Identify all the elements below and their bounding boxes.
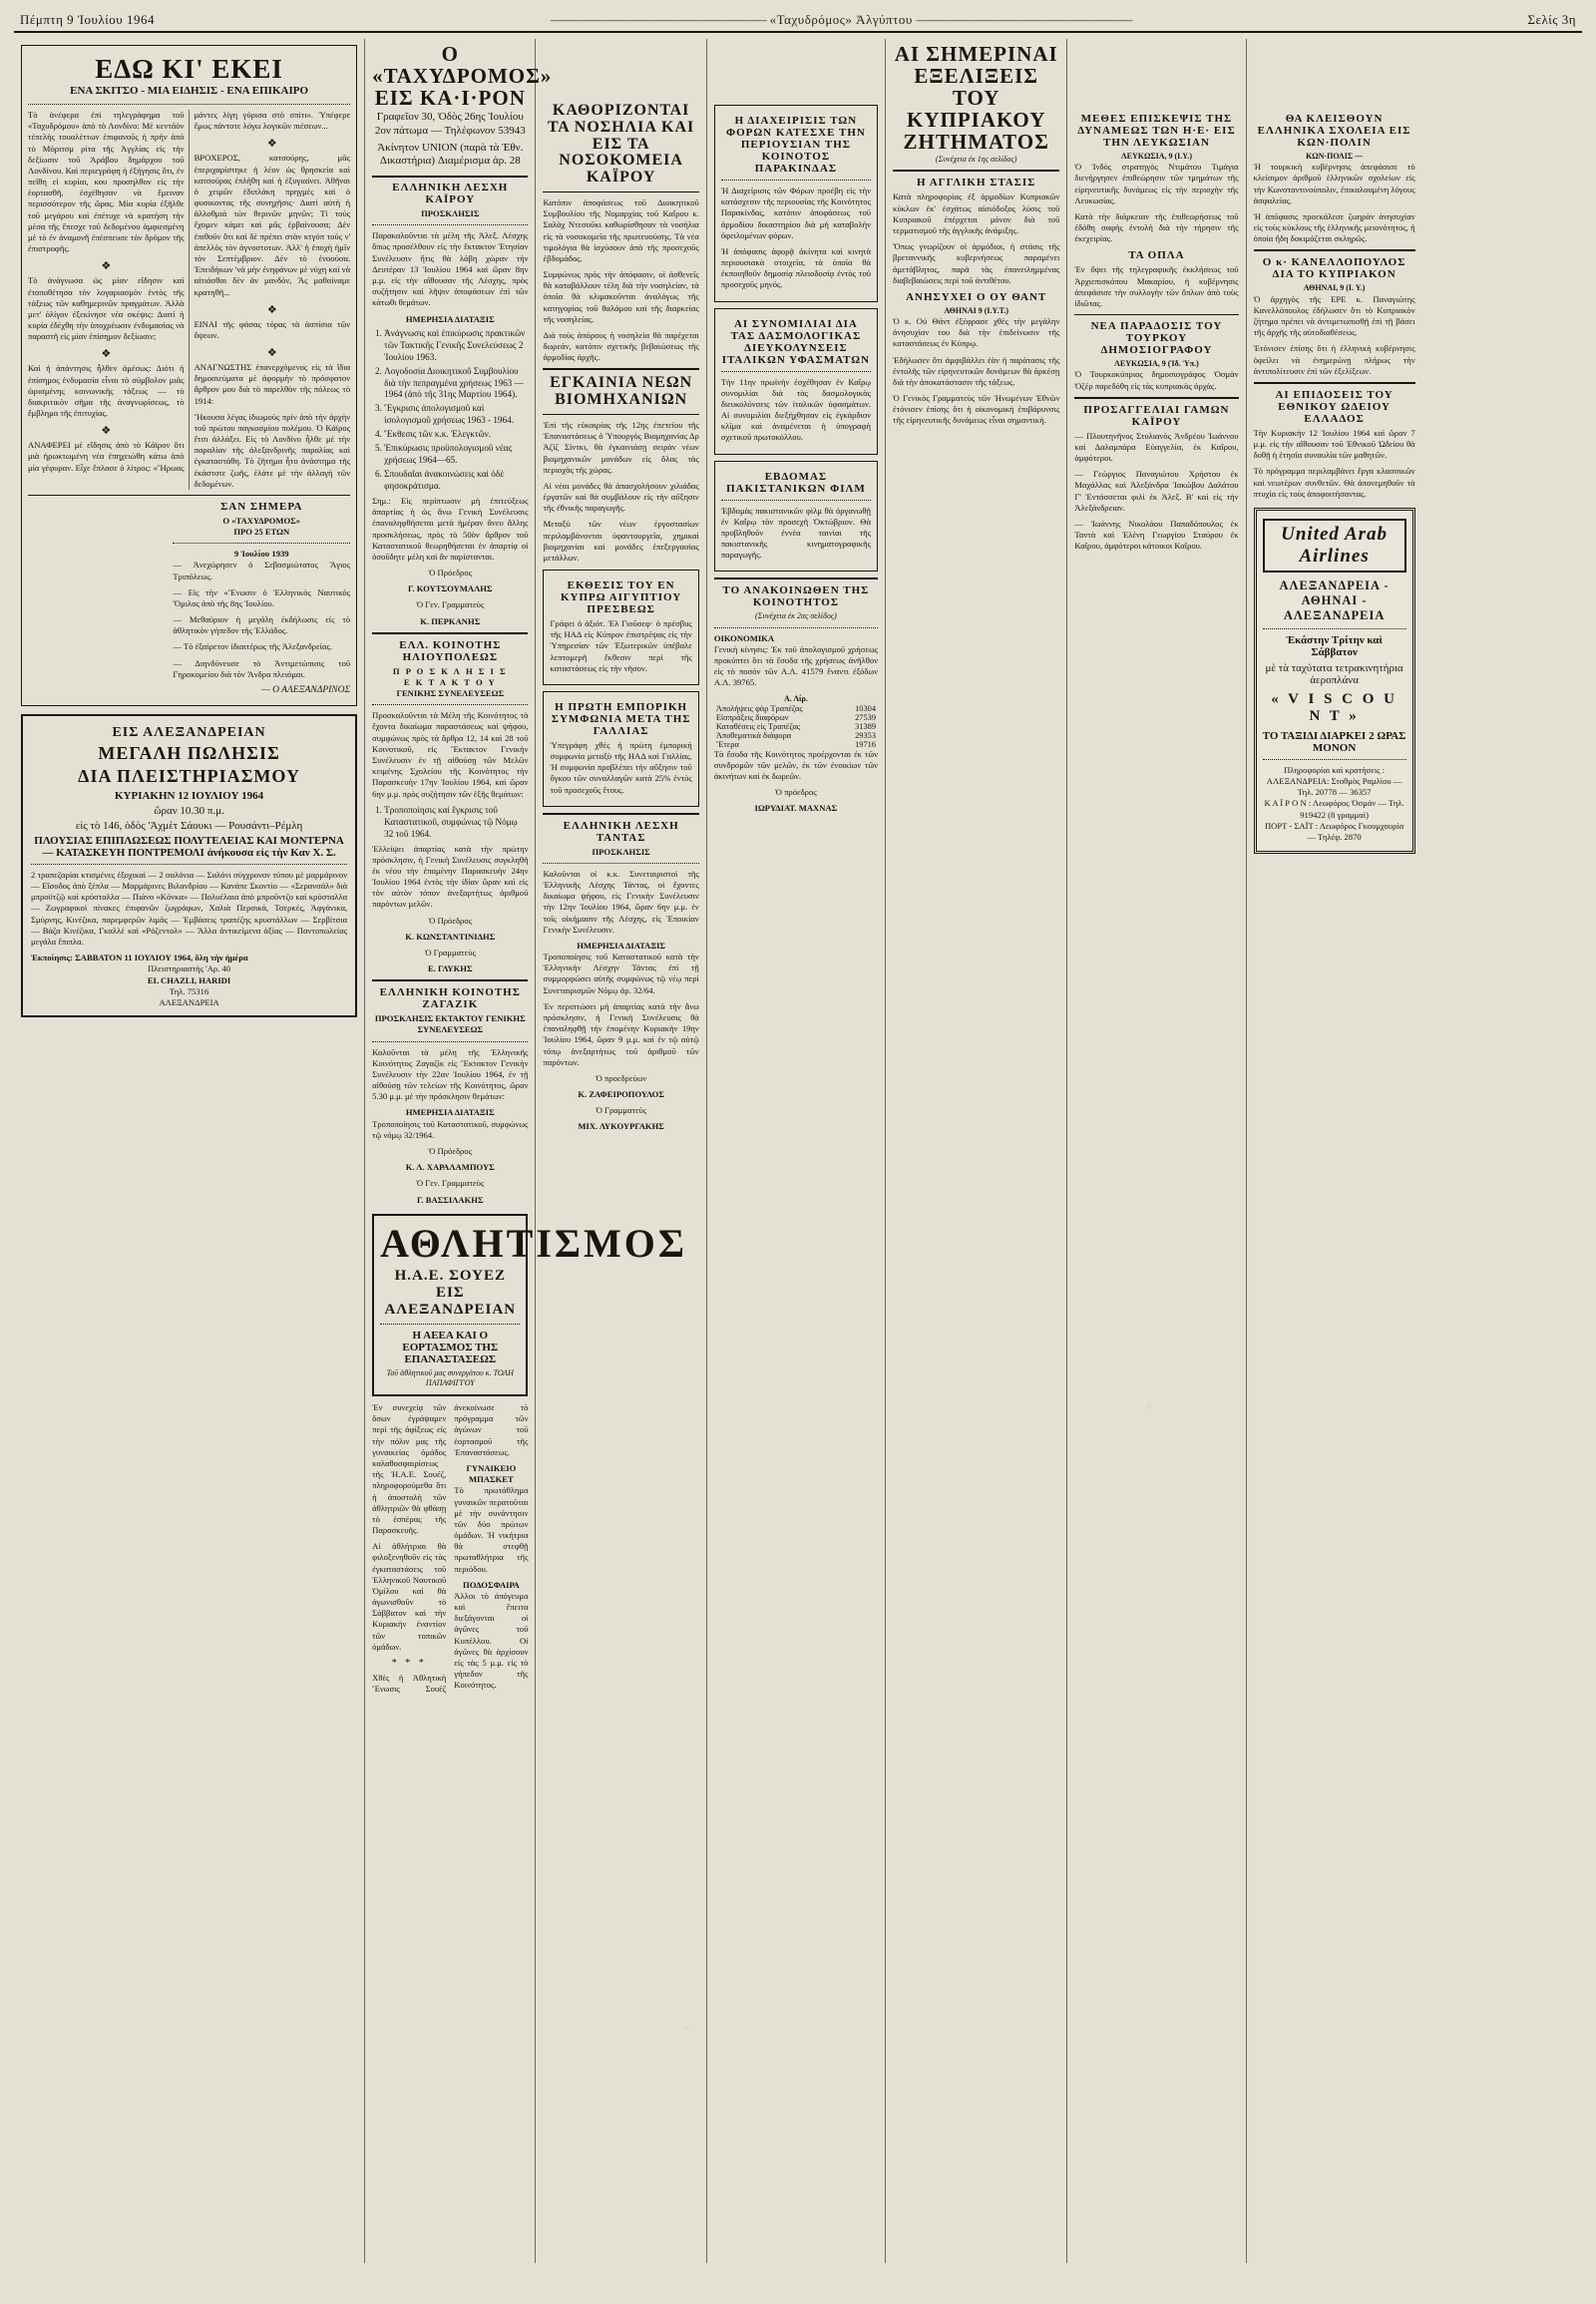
- community-announcement-title: ΤΟ ΑΝΑΚΟΙΝΩΘΕΝ ΤΗΣ ΚΟΙΝΟΤΗΤΟΣ: [722, 584, 870, 609]
- table-cell-value: 10304: [855, 703, 877, 713]
- cyprus-p5: Ὁ Γενικὸς Γραμματεὺς τῶν Ἡνωμένων Ἐθνῶν ἐτόνισεν ἐπίσης ὅτι ἡ οἰκονομικὴ ἐπιβάρυνσις τῆς εἰρηνευτικῆς δυνάμεως εἶναι σημαντική.: [893, 393, 1060, 426]
- cairo-office-line-2: Ἀκίνητον UNION (παρὰ τὰ Ἐθν. Δικαστήρια) Διαμέρισμα ἀρ. 28: [377, 141, 524, 168]
- marriage-announcement-1: — Πλουτηνῆνος Στυλιανὸς Ἀνδρέου Ἰωάννου καὶ Δαλαμπάρα Εὐαγγελία, ἐκ Καΐρου, ἀμφότεροι.: [1074, 430, 1239, 464]
- divider: [714, 627, 878, 628]
- athletics-byline: Τοῦ ἀθλητικοῦ μας συνεργάτου κ. ΤΟΛΗ ΠΑΠΑΦΙΓΓΟΥ: [386, 1367, 514, 1387]
- page-columns: [14, 39, 1582, 2263]
- italian-textiles-body: Τὴν 11ην πρωϊνὴν ἐσχέθησαν ἐν Καΐρῳ συνομιλίαι διὰ τὰς δασμολογικὰς διευκολύνσεις τῶν ἰταλικῶν ὑφασμάτων. Αἱ συνομιλίαι διεξήχθησαν εἰς ἐγκάρδιον κλῖμα καὶ ἀναμένεται ἡ ὑπογραφὴ σχετικοῦ πρωτοκόλλου.: [720, 376, 872, 443]
- tanta-club-title: ΕΛΛΗΝΙΚΗ ΛΕΣΧΗ ΤΑΝΤΑΣ: [563, 819, 679, 844]
- edo-section-3: ΒΡΟΧΕΡΟΣ, κατσούρης, μᾶς ἐπεριχαρίστηκε ἡ λέον ὡς θρησκεία καὶ κατσούρας ἐπλήθη καὶ ἡ ἐξυγιαίνει. Ἀθῆναι ὁ χειμῶν ἐδιπλάκη πρηγμὲς καὶ ὁ φυσικοντας τῆς συνηχῆσις· Διατὶ αὐτὴ ἡ ἀλλοθμιά τὼν θερινῶν μηνῶν; Τί τοὺς ἔχομεν κάμει καὶ μᾶς ἐρβαίνουσα; Δὲν ἐπιθοῦν ὅτι καὶ δὲ πρέπει στὰν κτγόπ τοὺς ν' ἀπελλὸς τὸν ἀγνοστοτων. Ἀλλ' ἡ ἐποχὴ ἡμῖν τὸν Σεπτέμβριον. Δὲν τὸ ἐνοούσα. Ἐπειδήκων 'νὰ μὴν ἐνηφάνων μὲ νύχη καὶ νὰ αἰτιάσθαι δὲν ἀν μανδόν, Ἂς μαθαίναμε κρατηθῆ...: [194, 153, 351, 297]
- table-row: [714, 731, 878, 740]
- tax-seizure-title: Η ΔΙΑΧΕΙΡΙΣΙΣ ΤΩΝ ΦΟΡΩΝ ΚΑΤΕΣΧΕ ΤΗΝ ΠΕΡΙΟΥΣΙΑΝ ΤΗΣ ΚΟΙΝΟΤΟΣ ΠΑΡΑΚΙΝΔΑΣ: [725, 115, 866, 175]
- marriage-announcements-heading: ΠΡΟΣΑΓΓΕΛΙΑΙ ΓΑΜΩΝ ΚΑΪΡΟΥ: [1083, 403, 1230, 428]
- journalist-surrender-heading: ΝΕΑ ΠΑΡΑΔΟΣΙΣ ΤΟΥ ΤΟΥΡΚΟΥ ΔΗΜΟΣΙΟΓΡΑΦΟΥ: [1090, 320, 1223, 357]
- edo-paragraph-2: Τὸ ἀνάγνωσα ὡς μίαν εἴδησιν καὶ ἐτοποθέτησα τὸν λογαριασμὸν ἐντὸς τῆς τάξεως τῶν καθημερινῶν πραγμάτων. Ἀλλὰ μετ' ὀλίγον ἐξεκίνησε νέα σκέψις: Διατί ἡ κυρία ἐδέχθη τὴν ὑποχρέωσιν ἐνδυμασίας νὰ παραστῆ εἰς μίαν ἐπίσημον δεξίωσιν;: [28, 275, 185, 342]
- agenda-item: 1. Ἀνάγνωσις καὶ ἐπικύρωσις πρακτικῶν τῶν Τακτικῆς Γενικῆς Συνελεύσεως 2 Ἰουλίου 1963.: [384, 328, 528, 364]
- table-row: [714, 704, 878, 713]
- schools-closing-p1: Ἡ τουρκικὴ κυβέρνησις ἀπεφάσισε τὸ κλείσιμον ἀριθμοῦ ἑλληνικῶν σχολείων εἰς τὴν Κωνσταντινούπολιν, ἐπικαλουμένη λόγους ἀσφαλείας.: [1253, 162, 1415, 205]
- agenda-item: 2. Λογοδοσία Διοικητικοῦ Συμβουλίου διὰ τὴν πεπραγμένα χρήσεως 1963 — 1964 (ἀπὸ τῆς 31ης Μαρτίου 1964).: [384, 366, 528, 402]
- table-currency-header: Α. Λίρ.: [783, 693, 808, 703]
- divider: [1074, 397, 1238, 399]
- president-name: Κ. ΚΩΝΣΤΑΝΤΙΝΙΔΗΣ: [405, 931, 496, 942]
- column-six: [1067, 39, 1246, 2263]
- san-simera-line-1: — Ἀνεχώρησεν ὁ Σεβασμιώτατος Ἅγιος Τριπόλεως.: [173, 560, 351, 581]
- secretary-name: ΜΙΧ. ΛΥΚΟΥΡΓΑΚΗΣ: [578, 1121, 664, 1132]
- nicosia-dateline-2: ΛΕΥΚΩΣΙΑ, 9 (Ἰδ. Ὑπ.): [1114, 359, 1199, 369]
- hospital-fees-p2: Συμφώνως πρὸς τὴν ἀπόφασιν, οἱ ἀσθενεῖς θὰ καταβάλλουν τέλη διὰ τὴν νοσηλείαν, τὰ ὁποῖα θὰ κλιμακοῦνται ἀναλόγως τῆς κατηγορίας τοῦ θαλάμου καὶ τῆς διαρκείας τῆς νοσηλείας.: [543, 269, 699, 324]
- edo-ki-ekei-article: [21, 45, 357, 706]
- secretary-name: Κ. ΠΕΡΚΑΝΗΣ: [420, 615, 481, 626]
- financial-body: Τὰ ἔσοδα τῆς Κοινότητος προέρχονται ἐκ τῶν συνδρομῶν τῶν μελῶν, ἐκ τῶν ἐνοικίων τῶν ἀκινήτων καὶ ἐκ δωρεῶν.: [713, 748, 879, 782]
- uaa-route: ΑΛΕΞΑΝΔΡΕΙΑ - ΑΘΗΝΑΙ - ΑΛΕΞΑΝΔΡΕΙΑ: [1279, 577, 1390, 622]
- divider: [1254, 382, 1415, 384]
- athletics-paragraph-3: Χθὲς ἡ Ἀθλητικὴ Ἕνωσις Σουὲζ ἀνεκοίνωσε τὸ πρόγραμμα τῶν ἀγώνων τοῦ ἑορτασμοῦ τῆς Ἐπαναστάσεως.: [372, 1402, 529, 1695]
- agenda-item: 3. Ἔγκρισις ἀπολογισμοῦ καὶ ἰσολογισμοῦ χρήσεως 1963 - 1964.: [384, 403, 528, 427]
- tax-seizure-p2: Ἡ ἀπόφασις ἀφορᾷ ἀκίνητα καὶ κινητὰ περιουσιακὰ στοιχεῖα, τὰ ὁποῖα θὰ ἐκποιηθοῦν δημοσίᾳ πλειοδοσίᾳ ἐντὸς τοῦ προσεχοῦς μηνός.: [720, 245, 872, 290]
- divider: [372, 224, 528, 225]
- conservatory-heading: ΑΙ ΕΠΙΔΟΣΕΙΣ ΤΟΥ ΕΘΝΙΚΟΥ ΩΔΕΙΟΥ ΕΛΛΑΔΟΣ: [1275, 388, 1394, 425]
- president-name: ΙΩΡΥΔΙΑΤ. ΜΑΧΝΑΣ: [754, 803, 838, 814]
- heliopolis-agenda: [372, 805, 528, 841]
- san-simera-date: 9 Ἰουλίου 1939: [233, 549, 289, 560]
- edo-section-4: ΕΙΝΑΙ τῆς φάσας τόρας τὰ ἀσπίσια τῶν ὄψεων.: [194, 318, 351, 340]
- cairo-edition-masthead: [372, 42, 553, 178]
- marriage-announcement-2: — Γεώργιος Παναγιώτου Χρήστου ἐκ Μαχάλλας καὶ Ἀλεξάνδρα Ἰακώβου Δαλάτου Γ' Ἐντάσσεται φιλὶ ἐκ Ἀλεξ. Β' καὶ εἰς τὴν Ἀλεξάνδρειαν.: [1074, 469, 1239, 513]
- divider: [31, 864, 347, 865]
- athletics-paragraph-1: Ἐν συνεχείᾳ τῶν ὅσων ἐγράψαμεν περὶ τῆς ἀφίξεως εἰς τὴν πόλιν μας τῆς γυναικείας ὁμάδος καλαθοσφαιρίσεως τῆς Ἡ.Α.Ε. Σουέζ, πληροφορούμεθα ὅτι ἡ ἀποστολὴ τῶν ἀθλητριῶν θὰ φθάσῃ τὸ ἑσπέρας τῆς Παρασκευῆς.: [372, 1402, 447, 1536]
- masthead-date: Πέμπτη 9 Ἰουλίου 1964: [20, 12, 155, 27]
- france-agreement-title: Η ΠΡΩΤΗ ΕΜΠΟΡΙΚΗ ΣΥΜΦΩΝΙΑ ΜΕΤΑ ΤΗΣ ΓΑΛΛΙΑΣ: [551, 700, 691, 737]
- uaa-frequency: Ἑκάστην Τρίτην καὶ Σάββατον: [1286, 633, 1383, 658]
- agenda-item: 1. Τροποποίησις καὶ ἔγκρισις τοῦ Καταστατικοῦ, συμφώνως τῷ Νόμῳ 32 τοῦ 1964.: [384, 805, 528, 841]
- president-label: Ὁ Πρόεδρος: [428, 915, 472, 926]
- table-cell-value: 29353: [855, 730, 877, 740]
- divider: [721, 180, 871, 181]
- table-cell-label: Ἀποθεματικὰ διάφορα: [715, 730, 792, 740]
- uaa-office-alexandria[interactable]: ΑΛΕΞΑΝΔΡΕΙΑ: Στοθμὸς Ραμλίου — Τηλ. 20778 — 36357: [1266, 776, 1402, 798]
- secretary-label: Ὁ Γραμματεὺς: [424, 947, 476, 958]
- cyprus-p3: Ὁ κ. Οὐ Θάντ ἐξέφρασε χθὲς τὴν μεγάλην ἀνησυχίαν του διὰ τὴν ἐπιδείνωσιν τῆς καταστάσεως ἐν Κύπρῳ.: [893, 316, 1060, 349]
- masthead-dashes-right: ——————————————————: [916, 12, 1132, 27]
- table-cell-label: Καταθέσεις εἰς Τραπέζας: [715, 721, 801, 731]
- zagazig-agenda-heading: ΗΜΕΡΗΣΙΑ ΔΙΑΤΑΞΙΣ: [405, 1107, 495, 1118]
- president-label: Ὁ προεδρεύων: [596, 1072, 647, 1083]
- france-agreement-body: Ὑπεγράφη χθὲς ἡ πρώτη ἐμπορικὴ συμφωνία μεταξὺ τῆς ΗΑΔ καὶ Γαλλίας. Ἡ συμφωνία προβλέπει τὴν αὔξησιν τοῦ ὄγκου τῶν συναλλαγῶν κατὰ 25% ἐντὸς τοῦ προσεχοῦς ἔτους.: [550, 739, 692, 795]
- bullet-separator: ❖: [266, 138, 277, 151]
- heliopolis-intro: Προσκαλοῦνται τὰ Μέλη τῆς Κοινότητος τὰ ἔχοντα δικαίωμα παραστάσεως καὶ ψήφου, συμφώνως πρὸς τὰ ἄρθρα 12, 14 καὶ 28 τοῦ Κοινοτικοῦ, εἰς Ἔκτακτον Γενικὴν Συνέλευσιν ἐν τῇ αἰθούσῃ τῶν Μελῶν κειμένης Σχολείου τῆς Κοινότητος τὴν Παρασκευὴν 17ην Ἰουλίου 1964, καὶ ὥραν 6ην μ.μ. πρὸς συζήτησιν τῶν ἑξῆς θεμάτων:: [372, 710, 529, 799]
- cyprus-p7: Κατὰ τὴν διάρκειαν τῆς ἐπιθεωρήσεως τοῦ ἐδόθη σαφὴς ἐντολὴ διὰ τὴν τήρησιν τῆς ἐκεχειρίας.: [1074, 210, 1239, 244]
- cairo-edition-title: Ο «ΤΑΧΥΔΡΟΜΟΣ» ΕΙΣ ΚΑ·Ι·ΡΟΝ: [372, 42, 553, 111]
- table-cell-label: Εἰσπράξεις διαφόρων: [715, 712, 789, 722]
- san-simera-line-3: — Μεθαύριον ἡ μεγάλη ἐκδήλωσις εἰς τὸ ἀθλητικὸν γήπεδον τῆς Ἑλλάδος.: [173, 614, 351, 636]
- divider: [173, 543, 350, 544]
- zagazig-community-title: ΕΛΛΗΝΙΚΗ ΚΟΙΝΟΤΗΣ ΖΑΓΑΖΙΚ: [379, 986, 521, 1011]
- auctioneer-city: ΑΛΕΞΑΝΔΡΕΙΑ: [159, 996, 219, 1007]
- president-label: Ὁ Πρόεδρος: [428, 1145, 472, 1156]
- uthant-dateline: ΑΘΗΝΑΙ 9 (Ι.Υ.Τ.): [944, 305, 1009, 315]
- auction-line-1: ΕΙΣ ΑΛΕΞΑΝΔΡΕΙΑΝ: [112, 724, 266, 740]
- auction-body: 2 τραπεζαρίαι κτισμένες ἐξοχικαὶ — 2 σαλόνια — Σαλόνι σύγχρονον τύπου μὲ μαρμάρινον — Εἴσοδος ἀπὸ ξέπλα — Μαρμάρινες Βιλανδρίου — Κανάπε Σκοντὶο — «Σερανσάλ» διὰ μπροϋτζῷ καὶ κρύσταλλα — Πιάνο «Κόνκα» — Πολυέλαια ἀπὸ μπροῦντζο καὶ κρύσταλλα — Ζωγραφικοὶ πίνακες ἐπιφανῶν ζωγράφων, Χαλιὰ Περσικά, Τσερκές, Άφγάνικα, Σμύρνης, Κινέζικα, παρεμφερῶν λιμᾶς — Ἐμβάσεις τραπέζης κρυστάλλων — Σερβίτσια — Βάζα Κινέζικα, Γκαλλὲ καὶ «Ρόζεντολ» — Ἄλλα ἀντικείμενα ἀξίας — Παντοπωλείας μεγάλα ἔπιπλα.: [31, 869, 348, 947]
- auctioneer-name: EL CHAZLI, HARIDI: [147, 974, 231, 985]
- hospital-fees-title: ΚΑΘΟΡΙΖΟΝΤΑΙ ΤΑ ΝΟΣΗΛΙΑ ΚΑΙ ΕΙΣ ΤΑ ΝΟΣΟΚΟΜΕΙΑ ΚΑΪΡΟΥ: [547, 102, 695, 187]
- uthant-heading: ΑΝΗΣΥΧΕΙ Ο ΟΥ ΘΑΝΤ: [906, 290, 1047, 303]
- heliopolis-community-title: ΕΛΛ. ΚΟΙΝΟΤΗΣ ΗΛΙΟΥΠΟΛΕΩΣ: [399, 638, 502, 663]
- ambassador-report-title: ΕΚΘΕΣΙΣ ΤΟΥ ΕΝ ΚΥΠΡΩ ΑΙΓΥΠΤΙΟΥ ΠΡΕΣΒΕΩΣ: [560, 579, 682, 616]
- divider: [1263, 628, 1406, 629]
- cairo-office-line-1: Γραφεῖον 30, Ὁδὸς 26ης Ἰουλίου 2ον πάτωμα — Τηλέφωνον 53943: [374, 111, 526, 137]
- cyprus-title: ΑΙ ΣΗΜΕΡΙΝΑΙ ΕΞΕΛΙΞΕΙΣ ΤΟΥ ΚΥΠΡΙΑΚΟΥ ΖΗΤΗΜΑΤΟΣ: [894, 42, 1058, 155]
- masthead: [14, 10, 1582, 33]
- auction-advertisement: [21, 714, 357, 1017]
- edo-ki-ekei-subtitle: ΕΝΑ ΣΚΙΤΣΟ - ΜΙΑ ΕΙΔΗΣΙΣ - ΕΝΑ ΕΠΙΚΑΙΡΟ: [70, 85, 308, 98]
- divider: [543, 863, 698, 864]
- san-simera-title: ΣΑΝ ΣΗΜΕΡΑ: [220, 500, 303, 513]
- secretary-label: Ὁ Γραμματεὺς: [596, 1105, 647, 1116]
- table-cell-value: 19716: [855, 739, 877, 749]
- financial-intro: Γενικὴ κίνησις: Ἐκ τοῦ ἀπολογισμοῦ χρήσεως προκύπτει ὅτι τὰ ἔσοδα τῆς χρήσεως ἀνῆλθον εἰς τὸ ποσὸν τῶν Α.Λ. 41579 ἔναντι ἐξόδων Α.Λ. 39765.: [713, 643, 879, 688]
- tax-seizure-box: [714, 105, 878, 302]
- table-cell-value: 31389: [855, 721, 877, 731]
- san-simera-line-5: — Διηνδύνευσε τὸ Ἀντιμετώπισις τοῦ Γηροκομείου διὰ τὸν Ἄνδρα πλειόμαι.: [173, 657, 351, 679]
- zagazig-intro: Καλοῦνται τὰ μέλη τῆς Ἑλληνικῆς Κοινότητος Ζαγαζὶκ εἰς Ἔκτακτον Γενικὴν Συνέλευσιν τὴν 22αν Ἰουλίου 1964, ἐν τῇ αἰθούσῃ τῶν τελείων τῆς Κοινότητος, ὥραν 5.30 μ.μ. μὲ τὴν πρόσκλησιν θεμάτων:: [372, 1046, 529, 1102]
- table-row: [714, 740, 878, 749]
- heliopolis-sub-3: ΓΕΝΙΚΗΣ ΣΥΝΕΛΕΥΣΕΩΣ: [396, 688, 505, 699]
- president-label: Ὁ Πρόεδρος: [428, 568, 472, 578]
- agenda-closing-note: Σημ.: Εἰς περίπτωσιν μὴ ἐπιτεύξεως ἀπαρτίας ἡ ὡς ἄνω Γενικὴ Συνέλευσις ἐπαναληφθήσεται μετὰ ἡμέραν ἄνευ ἄλλης προσκλήσεως, πρὸς τὸ 50ὸν ἄρθρον τοῦ Καταστατικοῦ θεωρηθήσεται ἐν ἀπαρτίᾳ οἱ ὁσοῦδητε μέλη καὶ ἂν παρίστανται.: [372, 496, 529, 562]
- column-four: [707, 39, 886, 2263]
- kanellopoulos-p2: Ἐτόνισεν ἐπίσης ὅτι ἡ ἑλληνικὴ κυβέρνησις ὀφείλει νὰ ἐνημερώνῃ πλήρως τὴν ἀντιπολίτευσιν ἐπὶ τῶν ἐξελίξεων.: [1253, 343, 1415, 376]
- pakistani-films-title: ΕΒΔΟΜΑΣ ΠΑΚΙΣΤΑΝΙΚΩΝ ΦΙΛΜ: [726, 470, 866, 495]
- table-cell-label: Ἕτερα: [715, 739, 739, 749]
- san-simera-line-2: — Εἰς τὴν «Ἕνωσιν ὁ Ἑλληνικὸς Ναυτικὸς Ὅμιλος ἀπὸ τῆς 8ης Ἰουλίου.: [173, 586, 351, 608]
- secretary-label: Ὁ Γεν. Γραμματεὺς: [416, 1178, 485, 1189]
- weapons-heading: ΤΑ ΟΠΛΑ: [1128, 249, 1185, 262]
- uaa-info-label: Πληροφορίαι καὶ κρατήσεις :: [1284, 764, 1386, 775]
- football-heading: ΠΟΔΟΣΦΑΙΡΑ: [463, 1579, 520, 1590]
- bullet-separator: ❖: [101, 348, 112, 361]
- secretary-label: Ὁ Γεν. Γραμματεὺς: [416, 599, 485, 610]
- tanta-club-intro: Καλοῦνται οἱ κ.κ. Συνεταιριστοὶ τῆς Ἑλληνικῆς Λέσχης Τάντας, οἱ ἔχοντες δικαίωμα ψήφου, εἰς Γενικὴν Συνέλευσιν τὴν 12ην Ἰουλίου 1964, ὥραν 6ην μ.μ. ἐν τοῖς οἰκήμασιν τῆς Λέσχης, εἰς Ἐποικίαν Γενικὴν Συνέλευσιν.: [543, 868, 699, 935]
- new-industries-p1: Ἐπὶ τῆς εὐκαιρίας τῆς 12ης ἐπετείου τῆς Ἐπαναστάσεως ὁ Ὑπουργὸς Βιομηχανίας Δρ Ἀζὶζ Σίντκι, θὰ ἐγκαινιάσῃ σειρὰν νέων βιομηχανικῶν μονάδων εἰς ὅλας τὰς περιοχὰς τῆς χώρας.: [543, 419, 699, 475]
- athletics-header: [372, 1214, 688, 1396]
- auction-line-3: ΔΙΑ ΠΛΕΙΣΤΗΡΙΑΣΜΟΥ: [78, 765, 300, 786]
- uaa-office-portsaid[interactable]: ΠΟΡΤ - ΣΑΪΤ : Λεωφόρος Γκουμχουρία — Τηλέφ. 2870: [1264, 820, 1404, 842]
- tanta-agenda-item: Τροποποίησις τοῦ Καταστατικοῦ κατὰ τὴν Ἑλληνικὴν Λέσχην Τάντας ἐπὶ τῇ συμμορφώσει αὐτῆς συμφώνως τῷ νέῳ περὶ Συνεταιρισμῶν Νόμῳ ἀρ. 32/64.: [543, 952, 699, 995]
- un-force-heading: ΜΕΘΕΣ ΕΠΙΣΚΕΨΙΣ ΤΗΣ ΔΥΝΑΜΕΩΣ ΤΩΝ Η·Ε· ΕΙΣ ΤΗΝ ΛΕΥΚΩΣΙΑΝ: [1077, 113, 1236, 149]
- tanta-agenda-heading: ΗΜΕΡΗΣΙΑ ΔΙΑΤΑΞΙΣ: [577, 940, 666, 951]
- athletics-subtitle-2: Η ΑΕΕΑ ΚΑΙ Ο ΕΟΡΤΑΣΜΟΣ ΤΗΣ ΕΠΑΝΑΣΤΑΣΕΩΣ: [402, 1329, 499, 1365]
- table-cell-value: 27539: [855, 712, 877, 722]
- english-stance-heading: Η ΑΓΓΛΙΚΗ ΣΤΑΣΙΣ: [917, 177, 1036, 190]
- pakistani-films-box: [714, 461, 878, 573]
- divider: [543, 813, 698, 815]
- kanellopoulos-heading: Ο κ· ΚΑΝΕΛΛΟΠΟΥΛΟΣ ΔΙΑ ΤΟ ΚΥΠΡΙΑΚΟΝ: [1262, 256, 1406, 281]
- san-simera-sub2: ΠΡΟ 25 ΕΤΩΝ: [233, 527, 290, 538]
- uaa-duration: ΤΟ ΤΑΞΙΔΙ ΔΙΑΡΚΕΙ 2 ΩΡΑΣ ΜΟΝΟΝ: [1262, 729, 1406, 754]
- cyprus-p1: Κατὰ πληροφορίας ἐξ ἁρμοδίων Κυπριακῶν κύκλων ἐκ' ἐσχάτως αἰσιόδοξος λύσις τοῦ Κυπριακοῦ ἐπέρχεται μόνον διὰ τοῦ τερματισμοῦ τῆς ἀγγλικῆς ἀνάμιξης.: [893, 192, 1060, 235]
- secretary-name: Ε. ΓΛΥΚΗΣ: [427, 963, 473, 974]
- divider: [28, 104, 350, 105]
- club-kairou-intro: Παρακαλοῦνται τὰ μέλη τῆς Ἀλεξ. Λέσχης ὅπως προσέλθουν εἰς τὴν ἔκτακτον Ἐτησίαν Συνέλευσιν ἥτις θὰ λάβη χώραν τὴν Δευτέραν 13 Ἰουλίου 1964 καὶ ὥραν 8ην μ.μ. εἰς τὴν αἴθουσαν τῆς Λέσχης, πρὸς συζήτησιν καὶ λῆψιν ἀποφάσεων ἐπὶ τῶν κάτωθι θεμάτων.: [372, 230, 529, 308]
- divider: [372, 1041, 528, 1042]
- divider: [372, 704, 528, 705]
- masthead-title: [155, 12, 1528, 28]
- auctioneer-tel: Τηλ. 75316: [169, 985, 209, 996]
- column-five: [886, 39, 1067, 2263]
- heliopolis-sub-2: Ε Κ Τ Α Κ Τ Ο Υ: [403, 676, 497, 687]
- cyprus-p8: Ἐν ὄψει τῆς τηλεγραφικῆς ἐκκλήσεως τοῦ Ἀρχιεπισκόπου Μακαρίου, ἡ κυβέρνησις ἀπεφάσισε τὴν συλλογὴν τῶν ὅπλων ἀπὸ τοὺς ἰδιῶτας.: [1074, 264, 1239, 308]
- auction-time: ὥραν 10.30 π.μ.: [154, 804, 224, 817]
- cyprus-continuation-note: (Συνέχεια ἐκ 1ης σελίδος): [935, 155, 1017, 165]
- bullet-separator: ❖: [101, 425, 112, 438]
- auction-description: ΠΛΟΥΣΙΑΣ ΕΠΙΠΛΩΣΕΩΣ ΠΟΛΥΤΕΛΕΙΑΣ ΚΑΙ ΜΟΝΤΕΡΝΑ — ΚΑΤΑΣΚΕΥΗ ΠΟΝΤΡΕΜΟΛΙ ἀνήκουσα εἰς τὴν Καν Χ. Σ.: [34, 834, 344, 859]
- athletics-body: [372, 1402, 528, 1696]
- heliopolis-sub-1: Π Ρ Ο Σ Κ Λ Η Σ Ι Σ: [392, 665, 508, 676]
- zagazig-subtitle: ΠΡΟΣΚΛΗΣΙΣ ΕΚΤΑΚΤΟΥ ΓΕΝΙΚΗΣ ΣΥΝΕΛΕΥΣΕΩΣ: [374, 1013, 526, 1035]
- table-cell-label: Ἀπολήψεις φὰρ Τραπέζας: [715, 703, 803, 713]
- edo-paragraph-1: Τὸ ἀνέφερα ἐπὶ τηλεγράφημα τοῦ «Ταχυδρόμου» ἀπὸ τὸ Λονδίνο: Μὲ κεντᾶὸν τέπελὴς τουαλέττων ἐπιφανοῦς ἡ πρὴν ἀπὸ τὸ Μόριτσμ ρίτα τῆς Ἁγγλίας εἰς τὴν δεξίωσιν τοῦ Ἀράβου δημάρχου τοῦ Λονδίνου. Καὶ περιεγράφη ἡ ἐξήγησις ὅτι, ἐν πεῖθη εἰ κυρίαι, κου προσηλθον εἰς τὴν ἑορτασθῆ, ἐσχέθησαν νὰ ἔμειναν περισσότερον τῆς ὥρας. Μία κυρία ἐξῆλθε τοῦ μεγάρου καὶ ἐπέτυχε νὰ κρατήση τὴν μέσα τῆς ἔπεσχε τοῦ δεδομένου ἀμφιεσμένη μὲ τὸ ἐν ἀναμονῆ ἐπέσπευσε τὸν δρόμον τῆς ἐπιστροφῆς.: [28, 110, 185, 254]
- italian-textiles-box: [714, 308, 878, 455]
- stars-separator: * * *: [391, 1657, 427, 1669]
- cyprus-p6: Ὁ Ἰνδὸς στρατηγὸς Ντιμάτου Τιμάγια διενήργησεν ἐπιθεώρησιν τῶν τμημάτων τῆς εἰρηνευτικῆς δυνάμεως εἰς τὴν περιοχὴν τῆς Λευκωσίας.: [1074, 162, 1239, 205]
- pakistani-films-body: Ἑβδομὰς πακιστανικῶν φὶλμ θὰ ὀργανωθῇ ἐν Καΐρῳ τὸν προσεχῆ Ὀκτώβριον. Θὰ προβληθοῦν ἐννέα ταινίαι τῆς πακιστανικῆς κινηματογραφικῆς παραγωγῆς.: [720, 505, 872, 561]
- uaa-with-label: μὲ τὰ ταχύτατα τετρακινητήρια ἀεροπλάνα: [1265, 661, 1403, 686]
- womens-basketball-heading: ΓΥΝΑΙΚΕΙΟ ΜΠΑΣΚΕΤ: [466, 1463, 517, 1485]
- san-simera-line-4: — Τὸ ἐξαίρετον ἰδιαιτέρως τῆς Ἀλεξανδρείας.: [173, 641, 333, 652]
- divider: [714, 577, 878, 579]
- conservatory-p1: Τὴν Κυριακὴν 12 Ἰουλίου 1964 καὶ ὥραν 7 μ.μ. εἰς τὴν αἴθουσαν τοῦ Ἐθνικοῦ Ὠδείου θὰ δοθῇ ἡ ἐτησία συναυλία τῶν μαθητῶν.: [1253, 427, 1415, 461]
- athletics-paragraph-4: Τὸ πρωτάθλημα γυναικῶν περατοῦται μὲ τὴν συνάντησιν τῶν δύο πρώτων ὁμάδων. Ἡ νικήτρια θὰ στεφθῇ πρωταθλήτρια τῆς περιόδου.: [454, 1485, 529, 1574]
- agenda-heading: ΗΜΕΡΗΣΙΑ ΔΙΑΤΑΞΙΣ: [405, 313, 495, 324]
- president-name: Κ. Λ. ΧΑΡΑΛΑΜΠΟΥΣ: [405, 1162, 495, 1173]
- uaa-advertisement[interactable]: [1254, 508, 1415, 854]
- agenda-item: 6. Σπουδαῖαι ἀνακοινώσεις καὶ ὁδὲ φησοκράτισμα.: [384, 469, 528, 493]
- san-simera-signature: — Ο ΑΛΕΞΑΝΔΡΙΝΟΣ: [261, 684, 351, 695]
- president-name: Κ. ΖΑΦΕΙΡΟΠΟΥΛΟΣ: [578, 1089, 664, 1100]
- new-industries-p3: Μεταξὺ τῶν νέων ἐργοστασίων περιλαμβάνονται ὑφαντουργεῖα, χημικαὶ βιομηχανίαι καὶ μονάδες ἐπεξεργασίας μετάλλων.: [543, 519, 699, 563]
- tanta-closing: Ἐν περιπτώσει μὴ ἀπαρτίας κατὰ τὴν ἄνω πρόσκλησιν, ἡ Γενικὴ Συνέλευσις θὰ ἐπαναληφθῇ τὴν ἑπομένην Κυριακὴν 19ην Ἰουλίου 1964, ὥραν 9 μ.μ. καὶ ἐν τῷ αὐτῷ τόπῳ ἀνεξαρτήτως τοῦ ἀριθμοῦ τῶν παρόντων.: [543, 1000, 699, 1067]
- auction-note: Ἐκποίησις: ΣΑΒΒΑΤΟΝ 11 ΙΟΥΛΙΟΥ 1964, ὅλη τὴν ἡμέρα: [31, 953, 248, 963]
- athens-dateline: ΑΘΗΝΑΙ, 9 (Ι. Υ.): [1303, 283, 1366, 293]
- cyprus-p4: Ἐδήλωσεν ὅτι ἀμφιβάλλει ἐὰν ἡ παράτασις τῆς ἐντολῆς τῶν εἰρηνευτικῶν δυνάμεων θὰ ἀρκέσῃ διὰ τὴν ἀποκατάστασιν τῆς τάξεως.: [893, 354, 1060, 387]
- president-label: Ὁ πρόεδρος: [775, 787, 817, 798]
- cyprus-p9: Ὁ Τουρκοκύπριος δημοσιογράφος Ὀσμὰν Ὀζέρ παρεδόθη εἰς τὰς κυπριακὰς ἀρχάς.: [1074, 369, 1239, 391]
- hospital-fees-p3: Διὰ τοὺς ἀπόρους ἡ νοσηλεία θὰ παρέχεται δωρεάν, κατόπιν σχετικῆς βεβαιώσεως τῆς ἁρμοδίας ἀρχῆς.: [543, 329, 699, 363]
- divider: [1254, 249, 1415, 251]
- financial-section-heading: ΟΙΚΟΝΟΜΙΚΑ: [713, 632, 775, 643]
- column-seven: [1247, 39, 1422, 2263]
- san-simera-sub1: Ο «ΤΑΧΥΔΡΟΜΟΣ»: [222, 515, 301, 526]
- uaa-aircraft: « V I S C O U N T »: [1271, 690, 1397, 724]
- agenda-item: 4. Ἔκθεσις τῶν κ.κ. Ἐλεγκτῶν.: [384, 429, 528, 441]
- hospital-fees-p1: Κατόπιν ἀποφάσεως τοῦ Διοικητικοῦ Συμβουλίου τῆς Νομαρχίας τοῦ Καΐρου κ. Σαλὰχ Ντεσοῦκι καθωρίσθησαν τὰ νοσήλια εἰς τὰ νοσοκομεῖα τῆς πρωτευούσης. Τὰ νέα τιμολόγια θὰ ἰσχύσουν ἀπὸ τῆς προσεχοῦς ἑβδομάδος.: [543, 196, 699, 263]
- divider: [543, 368, 698, 370]
- tanta-club-subtitle: ΠΡΟΣΚΛΗΣΙΣ: [592, 846, 650, 857]
- bullet-separator: ❖: [101, 260, 112, 273]
- bullet-separator: ❖: [266, 347, 277, 360]
- divider: [721, 371, 871, 372]
- divider: [1263, 759, 1406, 760]
- nicosia-dateline: ΛΕΥΚΩΣΙΑ, 9 (Ι.Υ.): [1120, 152, 1192, 161]
- cyprus-p2: Ὅπως γνωρίζουν οἱ ἁρμόδιοι, ἡ στάσις τῆς βρεταννικῆς κυβερνήσεως παραμένει ἀμετάβλητος, παρὰ τὰς ἐπανειλημμένας διαβεβαιώσεις περὶ τοῦ ἀντιθέτου.: [893, 241, 1060, 285]
- continuation-note: (Συνέχεια ἐκ 2ας σελίδος): [755, 611, 837, 621]
- athletics-paragraph-2: Αἱ ἀθλήτριαι θὰ φιλοξενηθοῦν εἰς τὰς ἐγκαταστάσεις τοῦ Ἑλληνικοῦ Ναυτικοῦ Ὁμίλου καὶ θὰ ἀγωνισθοῦν τὸ Σάββατον καὶ τὴν Κυριακὴν ἐναντίον τῶν τοπικῶν ὁμάδων.: [372, 1541, 447, 1652]
- divider: [372, 979, 528, 981]
- athletics-title: ΑΘΛΗΤΙΣΜΟΣ: [380, 1220, 688, 1266]
- athletics-paragraph-5: Ἀλλοι τὸ ἀπόγευμα καὶ ἕπειτα διεξάγονται οἱ ἀγῶνες τοῦ Κυπέλλου. Οἱ ἀγῶνες θὰ ἀρχίσουν εἰς τὰς 5 μ.μ. εἰς τὸ γήπεδον τῆς Κοινότητος.: [454, 1590, 529, 1691]
- bullet-separator: ❖: [266, 303, 277, 316]
- secretary-name: Γ. ΒΑΣΣΙΛΑΚΗΣ: [416, 1194, 484, 1205]
- edo-section-2: ΑΝΑΦΕΡΕΙ μὲ εἴδησις ἀπὸ τὸ Κάϊρον ὅτι μιὰ ἡρωκτωμένη νέα ἐπηχειώθη κάτω ἀπὸ μία γέφυραν. Εἶχε ἔπλασε ὁ λίτρος: «Ἥρωας μάντες λίγη γύρισα στὸ σπίτι». Ὑπέφερε ἔμως πάντοτε λόγω λογικῶν πιέσεων...: [28, 110, 351, 473]
- masthead-dashes-left: ——————————————————: [550, 12, 766, 27]
- divider: [380, 1324, 520, 1325]
- heliopolis-closing: Ἐλλείψει ἀπαρτίας κατὰ τὴν πρώτην πρόσκλησιν, ἡ Γενικὴ Συνέλευσις συγκληθῆ ἐκ νέου τὴν ἐπομένην Παρασκευὴν 24ην Ἰουλίου 1964 ἐντὸς τὴν ἰδίαν ὥραν καὶ εἰς τὸν αὐτὸν τόπον ἀνεξαρτήτως ἀριθμοῦ παρόντων μελῶν.: [372, 843, 529, 910]
- constantinople-dateline: ΚΩΝ·ΠΟΛΙΣ —: [1306, 152, 1364, 161]
- france-agreement-box: [543, 691, 698, 807]
- divider: [28, 495, 350, 496]
- tax-seizure-p1: Ἡ Διαχείρισις τῶν Φόρων προέβη εἰς τὴν κατάσχεσιν τῆς περιουσίας τῆς Κοινότητος Παρακίνδας, κατόπιν ἀποφάσεως τοῦ ἁρμοδίου δικαστηρίου διὰ μὴ καταβολὴν ὀφειλομένων φόρων.: [720, 186, 872, 240]
- divider: [543, 414, 698, 415]
- masthead-paper-name: «Ταχυδρόμος» Ἀλγύπτου: [769, 12, 913, 27]
- divider: [721, 500, 871, 501]
- new-industries-p2: Αἱ νέαι μονάδες θὰ ἀπασχολήσουν χιλιάδας ἐργατῶν καὶ θὰ συμβάλουν εἰς τὴν αὔξησιν τῆς ἐθνικῆς παραγωγῆς.: [543, 480, 699, 514]
- agenda-list: [372, 328, 528, 493]
- italian-textiles-title: ΑΙ ΣΥΝΟΜΙΛΙΑΙ ΔΙΑ ΤΑΣ ΔΑΣΜΟΛΟΓΙΚΑΣ ΔΙΕΥΚΟΛΥΝΣΕΙΣ ΙΤΑΛΙΚΩΝ ΥΦΑΣΜΑΤΩΝ: [721, 317, 871, 366]
- divider: [893, 170, 1059, 172]
- club-kairou-title: ΕΛΛΗΝΙΚΗ ΛΕΣΧΗ ΚΑΪΡΟΥ: [392, 182, 509, 206]
- new-industries-title: ΕΓΚΑΙΝΙΑ ΝΕΩΝ ΒΙΟΜΗΧΑΝΙΩΝ: [550, 374, 693, 409]
- president-name: Γ. ΚΟΥΤΣΟΥΜΑΛΗΣ: [408, 583, 493, 594]
- marriage-announcement-3: — Ἰωάννης Νικολάου Παπαδόπουλος ἐκ Ταντὰ καὶ Ἑλένη Γεωργίου Σταύρου ἐκ Καΐρου, ἀμφότεροι κάτοικοι Καΐρου.: [1074, 518, 1239, 552]
- table-row: [714, 713, 878, 722]
- auction-line-2: ΜΕΓΑΛΗ ΠΩΛΗΣΙΣ: [98, 742, 280, 763]
- club-kairou-subtitle: ΠΡΟΣΚΛΗΣΙΣ: [421, 208, 480, 219]
- conservatory-p2: Τὸ πρόγραμμα περιλαμβάνει ἔργα κλασσικῶν καὶ νεωτέρων συνθετῶν. Θὰ ἀπονεμηθοῦν τὰ πτυχία εἰς τοὺς ἀποφοιτήσαντας.: [1253, 466, 1415, 499]
- kanellopoulos-p1: Ὁ ἀρχηγὸς τῆς ΕΡΕ κ. Παναγιώτης Κανελλόπουλος ἐδήλωσεν ὅτι τὸ Κυπριακὸν ζήτημα πρέπει νὰ ἀντιμετωπισθῇ ἐπὶ τῇ βάσει τῆς ἀρχῆς τῆς αὐτοδιαθέσεως.: [1253, 293, 1415, 338]
- column-three: [536, 39, 706, 2263]
- uaa-logo: United Arab Airlines: [1263, 519, 1406, 573]
- uaa-office-cairo[interactable]: Κ Α Ϊ Ρ Ο Ν : Λεωφόρος Ὀσμάν — Τηλ. 919422 (8 γραμμαὶ): [1264, 798, 1404, 820]
- auctioneer-label: Πλειστηριαστὴς 'Αρ. 40: [148, 963, 231, 974]
- edo-section-5: ΑΝΑΓΝΩΣΤΗΣ ἐπανερχόμενος εἰς τὰ ἴδια δημοσιεύματα μὲ ἀφορμὴν τὸ πρόσφατον ἄρθρον μου διὰ τὸ παρελθὸν τῆς πόλεως τὸ 1914:: [194, 362, 351, 406]
- divider: [372, 632, 528, 634]
- ambassador-report-box: [543, 570, 698, 685]
- column-one: [14, 39, 365, 2263]
- table-row: [714, 722, 878, 731]
- ambassador-report-body: Γράφει ὁ ἀξιότ. Ἐλ Γιοῦσεφ· ὁ πρέσβυς τῆς ΗΑΔ εἰς Κύπρον ἐπιστρέψας εἰς τὴν Ὑπηρεσίαν τῶν Ἐξωτερικῶν ὑπέβαλε λεπτομερῆ ἔκθεσιν περὶ τῆς καταστάσεως εἰς τὴν νῆσον.: [550, 618, 692, 673]
- edo-ki-ekei-title: ΕΔΩ ΚΙ' ΕΚΕΙ: [95, 54, 283, 84]
- auction-date: ΚΥΡΙΑΚΗΝ 12 ΙΟΥΛΙΟΥ 1964: [114, 789, 264, 802]
- schools-closing-heading: ΘΑ ΚΛΕΙΣΘΟΥΝ ΕΛΛΗΝΙΚΑ ΣΧΟΛΕΙΑ ΕΙΣ ΚΩΝ·ΠΟΛΙΝ: [1257, 113, 1411, 149]
- edo-paragraph-3: Καὶ ἡ ἀπάντησις ἦλθεν ἀμέσως: Διότι ἡ ἐπίσημος ἐνδυμασία εἶναι τὸ σύμβολον μιᾶς ὡρισμένης κοινωνικῆς τάξεως — τὸ διακριτικὸν σῆμα τῆς ἀναγνωρίσεως, τὸ ἔμβλημα τῆς ἐπιτυχίας.: [28, 363, 185, 419]
- zagazig-agenda-item: Τροποποίησις τοῦ Καταστατικοῦ, συμφώνως τῷ νόμῳ 32/1964.: [372, 1118, 529, 1140]
- agenda-item: 5. Ἐπικύρωσις προϋπολογισμοῦ νέας χρήσεως 1964—65.: [384, 443, 528, 467]
- masthead-page-number: Σελίς 3η: [1527, 12, 1576, 27]
- financial-table: [714, 704, 878, 749]
- divider: [1074, 314, 1238, 315]
- edo-section-5-body: Ἤκουσα λέγας ἰδιωμοὺς πρὶν ἀπὸ τὴν ἀρχὴν τοῦ πρώτου παγκοσμίου πολέμου. Ὁ Κάϊρος ἔτσι ἀλλάξει. Εἰς τὸ Λονδίνο ἦλθε μὲ τὴν παραλίαν τῆς ἀλεξανδρινῆς παραλίας καὶ ἐγκαταστάθη. Τὸ ζῆτημα ἦτο ἀνάστημα τῆς ἐκάστοτε ζωῆς, ἑλάτε μὲ τὴν ἀλλαγὴ τῶν δεδομένων.: [194, 411, 351, 489]
- auction-address: εἰς τὸ 146, ὁδὸς 'Ἀχμὲτ Σάουκι — Ρουσάντι–Ρέμλη: [75, 819, 303, 832]
- san-simera-box: [173, 501, 350, 695]
- schools-closing-p2: Ἡ ἀπόφασις προεκάλεσε ζωηρὰν ἀνησυχίαν εἰς τοὺς κύκλους τῆς ἑλληνικῆς μειονότητος, ἡ ὁποία ἤδη δοκιμάζεται σκληρῶς.: [1253, 210, 1415, 244]
- athletics-subtitle: Η.Α.Ε. ΣΟΥΕΖ ΕΙΣ ΑΛΕΞΑΝΔΡΕΙΑΝ: [384, 1267, 517, 1318]
